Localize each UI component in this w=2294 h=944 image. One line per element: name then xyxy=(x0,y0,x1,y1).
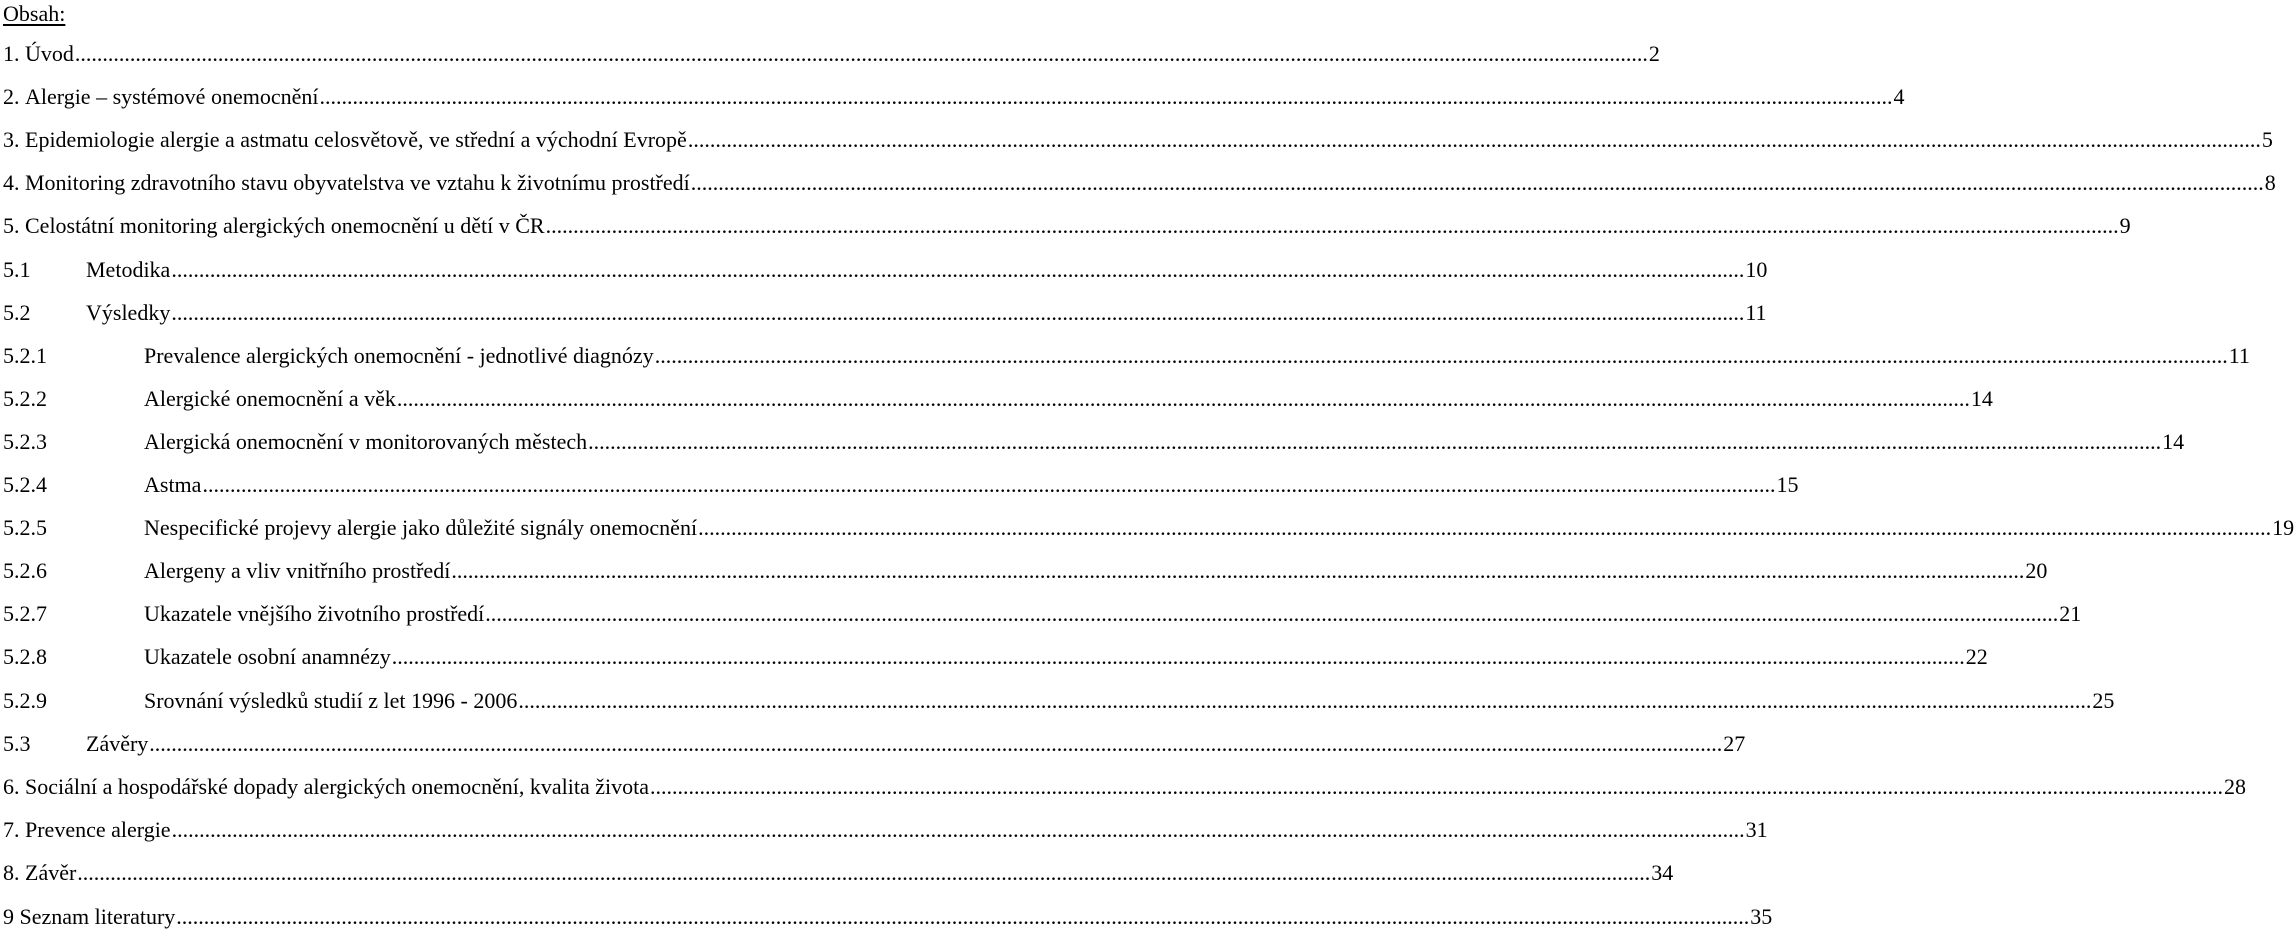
toc-entry[interactable] xyxy=(3,342,2250,370)
toc-entry-title: Alergeny a vliv vnitřního prostředí xyxy=(144,558,451,583)
toc-entry[interactable] xyxy=(3,514,2294,542)
toc-entry-leader: .............................................................................................................................................................................................................................................................................................. xyxy=(171,257,1745,282)
toc-entry-page: 25 xyxy=(2092,688,2115,713)
toc-entry-number: 5.3 xyxy=(3,731,31,756)
toc-entry-leader: .............................................................................................................................................................................................................................................................................................. xyxy=(74,41,1648,66)
toc-entry-page: 11 xyxy=(2228,343,2250,368)
toc-entry-leader: .............................................................................................................................................................................................................................................................................................. xyxy=(319,84,1893,109)
toc-entry-title: Ukazatele osobní anamnézy xyxy=(144,644,391,669)
toc-entry-number: 8. xyxy=(3,860,25,885)
toc-entry-leader: .............................................................................................................................................................................................................................................................................................. xyxy=(485,601,2059,626)
toc-entry-title: Prevence alergie xyxy=(25,817,171,842)
toc-entry-number: 5.2.8 xyxy=(3,644,47,669)
toc-entry-leader: .............................................................................................................................................................................................................................................................................................. xyxy=(77,860,1651,885)
toc-entry-number: 5.1 xyxy=(3,257,31,282)
toc-entry-leader: .............................................................................................................................................................................................................................................................................................. xyxy=(396,386,1970,411)
toc-entry[interactable] xyxy=(3,643,1988,671)
toc-entry[interactable] xyxy=(3,730,1746,758)
toc-entry[interactable] xyxy=(3,687,2115,715)
toc-entry[interactable] xyxy=(3,256,1768,284)
toc-entry[interactable] xyxy=(3,385,1993,413)
toc-entry-page: 15 xyxy=(1776,472,1799,497)
toc-entry-title: Úvod xyxy=(25,41,74,66)
toc-entry-leader: .............................................................................................................................................................................................................................................................................................. xyxy=(588,429,2162,454)
toc-entry-leader: .............................................................................................................................................................................................................................................................................................. xyxy=(202,472,1776,497)
toc-entry[interactable] xyxy=(3,428,2185,456)
toc-entry-page: 4 xyxy=(1893,84,1905,109)
toc-entry[interactable] xyxy=(3,859,1674,887)
toc-entry-page: 35 xyxy=(1750,904,1773,929)
toc-entry-title: Astma xyxy=(144,472,202,497)
toc-entry-number: 5.2.5 xyxy=(3,515,47,540)
toc-entry-title: Epidemiologie alergie a astmatu celosvětově, ve střední a východní Evropě xyxy=(25,127,687,152)
toc-entry-leader: .............................................................................................................................................................................................................................................................................................. xyxy=(687,127,2261,152)
toc-entry-title: Celostátní monitoring alergických onemocnění u dětí v ČR xyxy=(25,213,545,238)
toc-entry[interactable] xyxy=(3,83,1905,111)
toc-entry-number: 5.2.6 xyxy=(3,558,47,583)
toc-entry-page: 14 xyxy=(1970,386,1993,411)
toc-entry-title: Závěr xyxy=(25,860,77,885)
toc-entry-number: 7. xyxy=(3,817,25,842)
toc-entry-page: 31 xyxy=(1745,817,1768,842)
toc-entry-page: 11 xyxy=(1745,300,1767,325)
toc-entry[interactable] xyxy=(3,557,2048,585)
toc-entry-number: 3. xyxy=(3,127,25,152)
toc-entry[interactable] xyxy=(3,126,2273,154)
toc-entry-number: 5.2 xyxy=(3,300,31,325)
toc-entry-number: 4. xyxy=(3,170,25,195)
toc-entry-page: 5 xyxy=(2261,127,2273,152)
toc-entry[interactable] xyxy=(3,299,1767,327)
toc-entry-page: 28 xyxy=(2223,774,2246,799)
toc-entry-title: Ukazatele vnějšího životního prostředí xyxy=(144,601,485,626)
toc-entry-title: Srovnání výsledků studií z let 1996 - 2006 xyxy=(144,688,518,713)
toc-entry-title: Alergické onemocnění a věk xyxy=(144,386,396,411)
toc-entry-title: Metodika xyxy=(86,257,171,282)
toc-entry-title: Seznam literatury xyxy=(19,904,176,929)
toc-entry-title: Sociální a hospodářské dopady alergických onemocnění, kvalita života xyxy=(25,774,649,799)
toc-entry-title: Alergická onemocnění v monitorovaných městech xyxy=(144,429,588,454)
toc-entry-page: 19 xyxy=(2272,515,2294,540)
toc-entry-leader: .............................................................................................................................................................................................................................................................................................. xyxy=(451,558,2025,583)
toc-entry-leader: .............................................................................................................................................................................................................................................................................................. xyxy=(391,644,1965,669)
toc-entry-leader: .............................................................................................................................................................................................................................................................................................. xyxy=(649,774,2223,799)
toc-entry-leader: .............................................................................................................................................................................................................................................................................................. xyxy=(698,515,2272,540)
toc-entry[interactable] xyxy=(3,212,2131,240)
toc-entry-title: Monitoring zdravotního stavu obyvatelstva ve vztahu k životnímu prostředí xyxy=(25,170,690,195)
toc-entry-leader: .............................................................................................................................................................................................................................................................................................. xyxy=(545,213,2119,238)
toc-entry-page: 2 xyxy=(1648,41,1660,66)
toc-entry-page: 9 xyxy=(2119,213,2131,238)
toc-entry-leader: .............................................................................................................................................................................................................................................................................................. xyxy=(149,731,1723,756)
toc-entry-number: 5.2.7 xyxy=(3,601,47,626)
toc-entry[interactable] xyxy=(3,471,1799,499)
toc-title: Obsah: xyxy=(3,1,66,26)
toc-entry-page: 10 xyxy=(1745,257,1768,282)
toc-entry-title: Nespecifické projevy alergie jako důležité signály onemocnění xyxy=(144,515,698,540)
toc-entry-number: 5. xyxy=(3,213,25,238)
toc-entry-title: Výsledky xyxy=(86,300,171,325)
toc-entry-page: 34 xyxy=(1651,860,1674,885)
toc-entry-number: 5.2.2 xyxy=(3,386,47,411)
toc-entry[interactable] xyxy=(3,169,2276,197)
toc-entry[interactable] xyxy=(3,773,2246,801)
toc-entry-leader: .............................................................................................................................................................................................................................................................................................. xyxy=(176,904,1750,929)
toc-entry-leader: .............................................................................................................................................................................................................................................................................................. xyxy=(654,343,2228,368)
toc-entry-page: 27 xyxy=(1723,731,1746,756)
toc-entry-page: 21 xyxy=(2059,601,2082,626)
toc-entry-number: 9 xyxy=(3,904,20,929)
toc-entry-number: 5.2.9 xyxy=(3,688,47,713)
toc-entry-leader: .............................................................................................................................................................................................................................................................................................. xyxy=(171,300,1745,325)
toc-entry[interactable] xyxy=(3,600,2082,628)
toc-entry[interactable] xyxy=(3,816,1768,844)
toc-entry[interactable] xyxy=(3,40,1660,68)
toc-entry-page: 22 xyxy=(1965,644,1988,669)
toc-entry-number: 6. xyxy=(3,774,25,799)
toc-entry[interactable] xyxy=(3,903,1773,931)
toc-entry-page: 20 xyxy=(2025,558,2048,583)
toc-entry-number: 5.2.1 xyxy=(3,343,47,368)
toc-entry-title: Prevalence alergických onemocnění - jednotlivé diagnózy xyxy=(144,343,654,368)
toc-entry-number: 2. xyxy=(3,84,25,109)
toc-entry-leader: .............................................................................................................................................................................................................................................................................................. xyxy=(690,170,2264,195)
toc-entry-page: 8 xyxy=(2264,170,2276,195)
toc-entry-leader: .............................................................................................................................................................................................................................................................................................. xyxy=(518,688,2092,713)
toc-entry-number: 5.2.4 xyxy=(3,472,47,497)
toc-entry-title: Závěry xyxy=(86,731,149,756)
toc-entry-page: 14 xyxy=(2162,429,2185,454)
toc-entry-number: 1. xyxy=(3,41,25,66)
toc-entry-number: 5.2.3 xyxy=(3,429,47,454)
toc-entry-leader: .............................................................................................................................................................................................................................................................................................. xyxy=(171,817,1745,842)
toc-entry-title: Alergie – systémové onemocnění xyxy=(25,84,319,109)
